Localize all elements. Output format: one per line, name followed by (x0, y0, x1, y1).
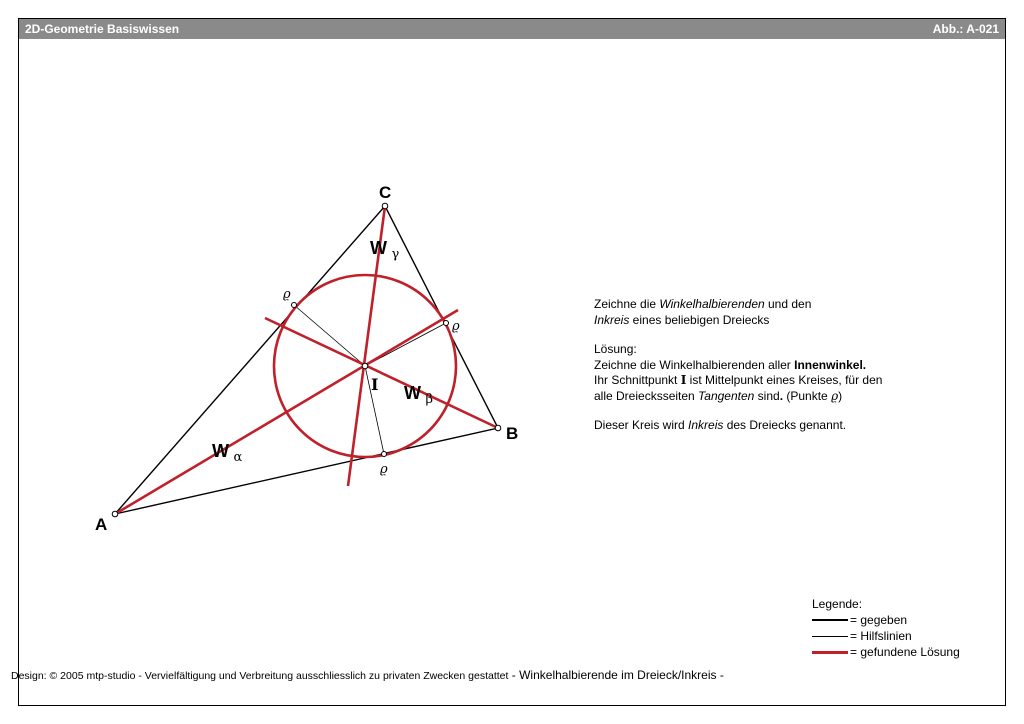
rho-bc: ϱ (452, 319, 460, 334)
sol-strong-i: I (680, 373, 687, 387)
vertex-c-marker (382, 203, 388, 209)
triangle-abc (115, 206, 498, 514)
solution-title: Lösung: (594, 342, 637, 356)
w-gamma-sub: γ (391, 247, 400, 262)
legend-row-given (812, 612, 960, 628)
task-line-2 (594, 313, 882, 329)
sol-strong-dot: . (779, 388, 784, 403)
sol-em-tangents: Tangenten (698, 388, 755, 403)
solution-line-3 (594, 389, 882, 405)
tangent-point-ac (292, 303, 297, 308)
label-a: A (95, 515, 108, 534)
legend-label-solution: = gefundene Lösung (850, 644, 960, 659)
tangent-point-ab (382, 452, 387, 457)
header-title: 2D-Geometrie Basiswissen (25, 22, 180, 36)
rho-ab: ϱ (380, 462, 388, 477)
label-b: B (506, 424, 519, 443)
footer-credit: Design: © 2005 mtp-studio - Vervielfältigung und Verbreitung ausschliesslich zu privaten Zwecken gestattet (11, 670, 509, 682)
task-text-3: eines beliebigen Dreiecks (629, 312, 770, 327)
sol-text-5: sind (754, 388, 780, 403)
task-text-2: und den (764, 297, 812, 311)
legend-label-given: = gegeben (850, 612, 908, 627)
legend-line-solution (812, 651, 848, 654)
note-line (594, 418, 882, 434)
label-w-alpha (212, 441, 242, 465)
sol-strong-1: Innenwinkel. (794, 357, 867, 372)
label-w-gamma (370, 238, 399, 262)
description-text (594, 297, 882, 434)
task-em-bisectors: Winkelhalbierenden (659, 297, 765, 311)
label-w-beta (404, 383, 433, 407)
w-gamma-letter: W (370, 238, 387, 258)
legend-row-helper (812, 628, 960, 644)
w-beta-letter: W (404, 383, 421, 403)
sol-text-3: ist Mittelpunkt eines Kreises, für den (686, 373, 883, 387)
legend-line-given (812, 619, 848, 621)
bisector-beta (265, 318, 498, 428)
label-c: C (379, 183, 392, 202)
label-i: I (371, 375, 379, 394)
solution-line-1 (594, 358, 882, 374)
rho-ac: ϱ (283, 287, 291, 302)
incenter-marker (362, 363, 368, 369)
sol-text-6: (Punkte (783, 388, 832, 403)
w-alpha-letter: W (212, 441, 229, 461)
note-text-2: des Dreiecks genannt. (723, 418, 847, 432)
sol-rho: ϱ (831, 388, 839, 403)
footer-subject: - Winkelhalbierende im Dreieck/Inkreis - (508, 668, 724, 682)
legend-title: Legende: (812, 597, 863, 611)
sol-text-2: Ihr Schnittpunkt (594, 373, 681, 387)
solution-line-2 (594, 373, 882, 389)
sol-text-7: ) (838, 388, 843, 403)
legend-row-solution (812, 644, 960, 660)
sol-text-1: Zeichne die Winkelhalbierenden aller (594, 357, 795, 372)
w-beta-sub: β (425, 392, 433, 407)
vertex-a-marker (112, 511, 118, 517)
legend (812, 597, 960, 660)
task-em-incircle: Inkreis (594, 312, 630, 327)
bisector-alpha (115, 310, 458, 514)
sol-text-4: alle Dreiecksseiten (594, 388, 699, 403)
task-text: Zeichne die (594, 297, 660, 311)
task-line-1 (594, 297, 882, 313)
vertex-b-marker (495, 425, 501, 431)
w-alpha-sub: α (233, 450, 243, 465)
footer (11, 668, 724, 682)
note-em-incircle: Inkreis (688, 418, 724, 432)
figure-id: Abb.: A-021 (932, 22, 999, 36)
legend-line-helper (812, 636, 848, 637)
note-text-1: Dieser Kreis wird (594, 418, 689, 432)
legend-label-helper: = Hilfslinien (850, 628, 912, 643)
tangent-point-bc (444, 321, 449, 326)
